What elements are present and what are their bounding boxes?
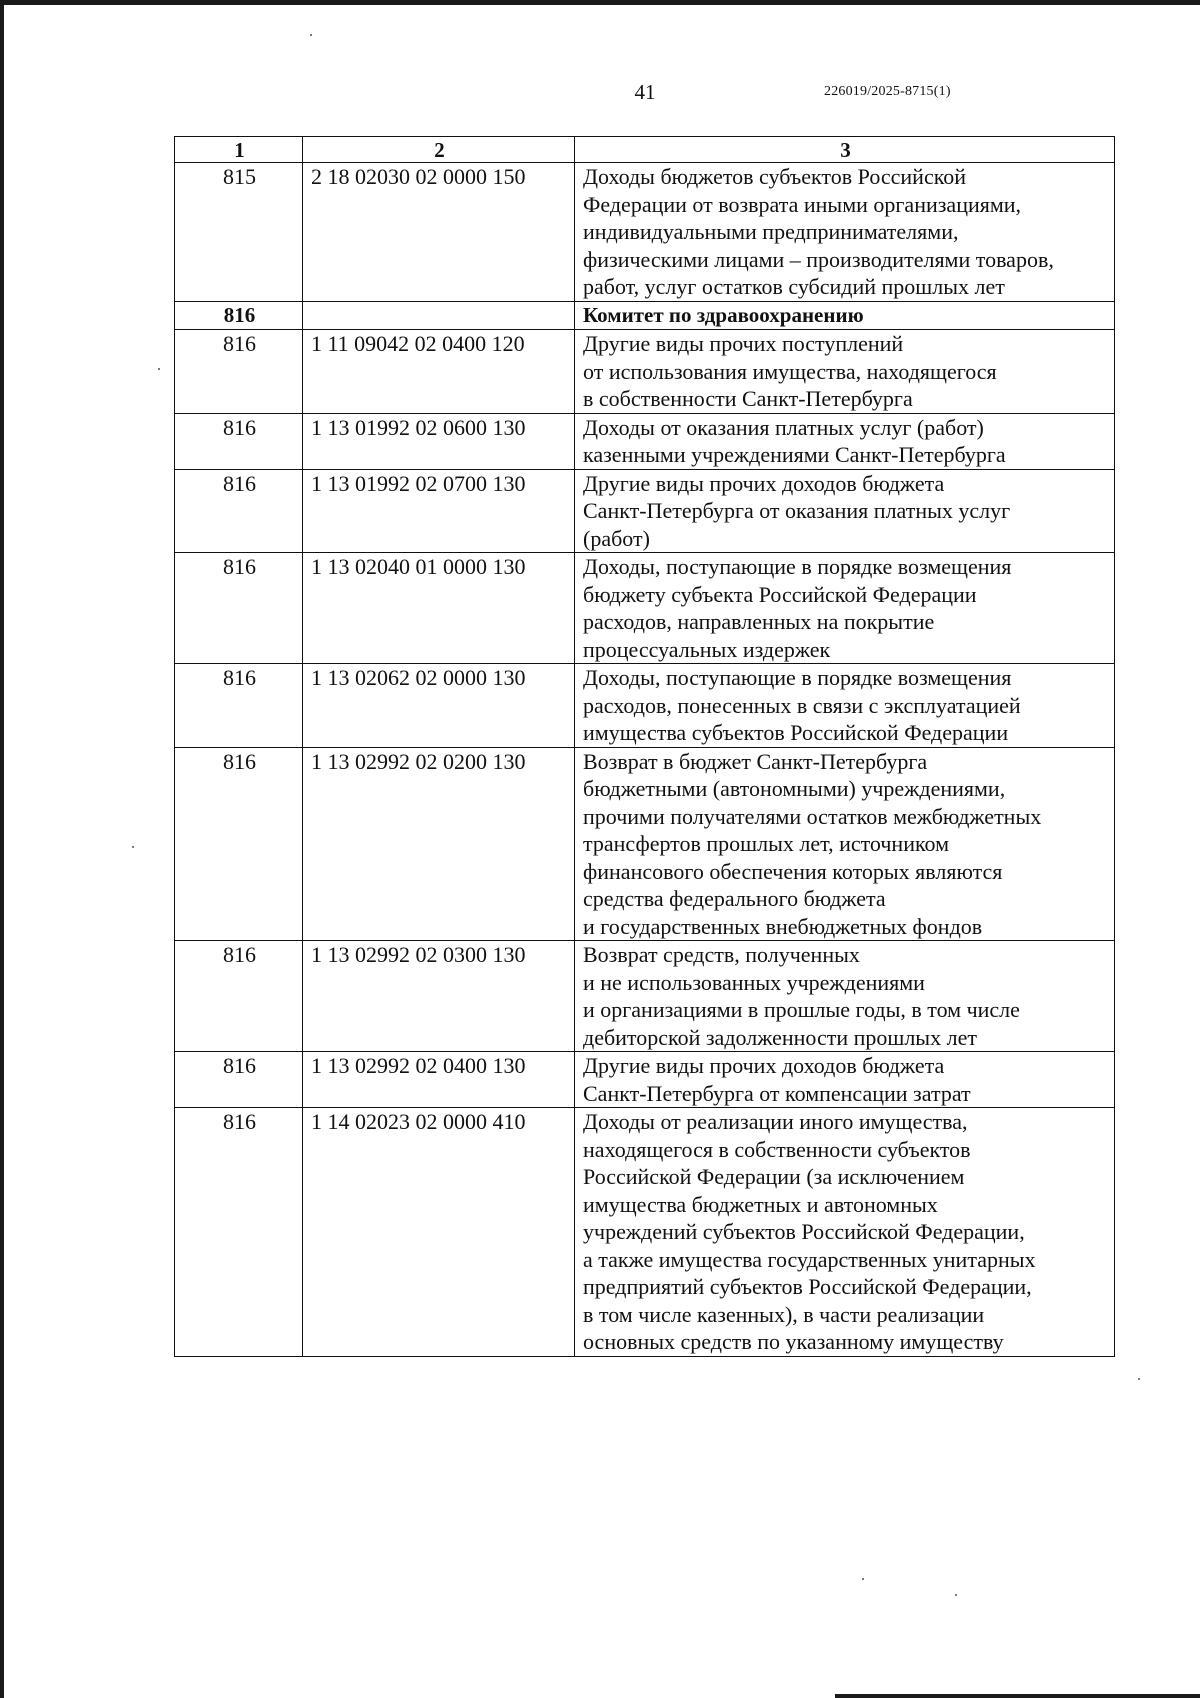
scan-speck xyxy=(1138,1378,1140,1380)
table-row xyxy=(175,301,1115,330)
admin-code-cell: 816 xyxy=(175,664,303,748)
revenue-name-cell: Другие виды прочих доходов бюджета Санкт-Петербурга от оказания платных услуг (работ) xyxy=(575,469,1115,553)
table-row xyxy=(175,747,1115,941)
table-row xyxy=(175,469,1115,553)
table-row xyxy=(175,163,1115,302)
revenue-name-cell: Доходы от реализации иного имущества, находящегося в собственности субъектов Российской Федерации (за исключением имущества бюджетных и автономных учреждений субъектов Российской Федерации, а также имущества государственных унитарных предприятий субъектов Российской Федерации, в том числе казенных), в части реализации основных средств по указанному имуществу xyxy=(575,1108,1115,1357)
revenue-code-cell: 1 13 02040 01 0000 130 xyxy=(303,553,575,664)
header-row xyxy=(175,137,1115,163)
revenue-code-cell: 1 13 02992 02 0300 130 xyxy=(303,941,575,1052)
revenue-code-cell: 1 14 02023 02 0000 410 xyxy=(303,1108,575,1357)
admin-code-cell: 816 xyxy=(175,301,303,330)
table-row xyxy=(175,664,1115,748)
table-body xyxy=(175,163,1115,1357)
table-row xyxy=(175,1108,1115,1357)
table-row xyxy=(175,413,1115,469)
admin-code-cell: 816 xyxy=(175,469,303,553)
table-row xyxy=(175,330,1115,414)
header-col-2: 2 xyxy=(303,137,575,163)
revenue-code-cell: 1 11 09042 02 0400 120 xyxy=(303,330,575,414)
header-col-3: 3 xyxy=(575,137,1115,163)
scan-speck xyxy=(310,34,312,36)
page-number: 41 xyxy=(634,80,656,104)
revenue-code-cell: 1 13 02992 02 0400 130 xyxy=(303,1052,575,1108)
revenue-name-cell: Доходы от оказания платных услуг (работ) казенными учреждениями Санкт-Петербурга xyxy=(575,413,1115,469)
scan-speck xyxy=(158,368,160,370)
admin-code-cell: 816 xyxy=(175,1052,303,1108)
scan-speck xyxy=(955,1594,957,1596)
revenue-codes-table xyxy=(174,136,1115,1357)
revenue-name-cell: Доходы, поступающие в порядке возмещения бюджету субъекта Российской Федерации расходов, направленных на покрытие процессуальных издержек xyxy=(575,553,1115,664)
revenue-code-cell: 1 13 01992 02 0600 130 xyxy=(303,413,575,469)
document-id: 226019/2025-8715(1) xyxy=(824,84,951,99)
scan-edge-left xyxy=(0,0,4,1698)
revenue-code-cell: 1 13 02062 02 0000 130 xyxy=(303,664,575,748)
table-row xyxy=(175,553,1115,664)
admin-code-cell: 816 xyxy=(175,553,303,664)
admin-code-cell: 816 xyxy=(175,413,303,469)
revenue-name-cell: Другие виды прочих поступлений от использования имущества, находящегося в собственности Санкт-Петербурга xyxy=(575,330,1115,414)
scan-speck xyxy=(132,846,134,848)
scan-speck xyxy=(862,1578,864,1580)
scan-edge-bottom xyxy=(835,1694,1200,1698)
table-row xyxy=(175,1052,1115,1108)
revenue-code-cell: 1 13 01992 02 0700 130 xyxy=(303,469,575,553)
revenue-name-cell: Комитет по здравоохранению xyxy=(575,301,1115,330)
revenue-code-cell: 2 18 02030 02 0000 150 xyxy=(303,163,575,302)
header-col-1: 1 xyxy=(175,137,303,163)
revenue-name-cell: Возврат средств, полученных и не использованных учреждениями и организациями в прошлые годы, в том числе дебиторской задолженности прошлых лет xyxy=(575,941,1115,1052)
admin-code-cell: 816 xyxy=(175,1108,303,1357)
revenue-code-cell xyxy=(303,301,575,330)
revenue-name-cell: Возврат в бюджет Санкт-Петербурга бюджетными (автономными) учреждениями, прочими получателями остатков межбюджетных трансфертов прошлых лет, источником финансового обеспечения которых являются средства федерального бюджета и государственных внебюджетных фондов xyxy=(575,747,1115,941)
scan-edge-top xyxy=(0,0,1200,5)
revenue-name-cell: Другие виды прочих доходов бюджета Санкт-Петербурга от компенсации затрат xyxy=(575,1052,1115,1108)
admin-code-cell: 815 xyxy=(175,163,303,302)
revenue-name-cell: Доходы бюджетов субъектов Российской Федерации от возврата иными организациями, индивидуальными предпринимателями, физическими лицами – производителями товаров, работ, услуг остатков субсидий прошлых лет xyxy=(575,163,1115,302)
admin-code-cell: 816 xyxy=(175,747,303,941)
admin-code-cell: 816 xyxy=(175,941,303,1052)
revenue-code-cell: 1 13 02992 02 0200 130 xyxy=(303,747,575,941)
table-header xyxy=(175,137,1115,163)
table-row xyxy=(175,941,1115,1052)
revenue-name-cell: Доходы, поступающие в порядке возмещения расходов, понесенных в связи с эксплуатацией имущества субъектов Российской Федерации xyxy=(575,664,1115,748)
admin-code-cell: 816 xyxy=(175,330,303,414)
